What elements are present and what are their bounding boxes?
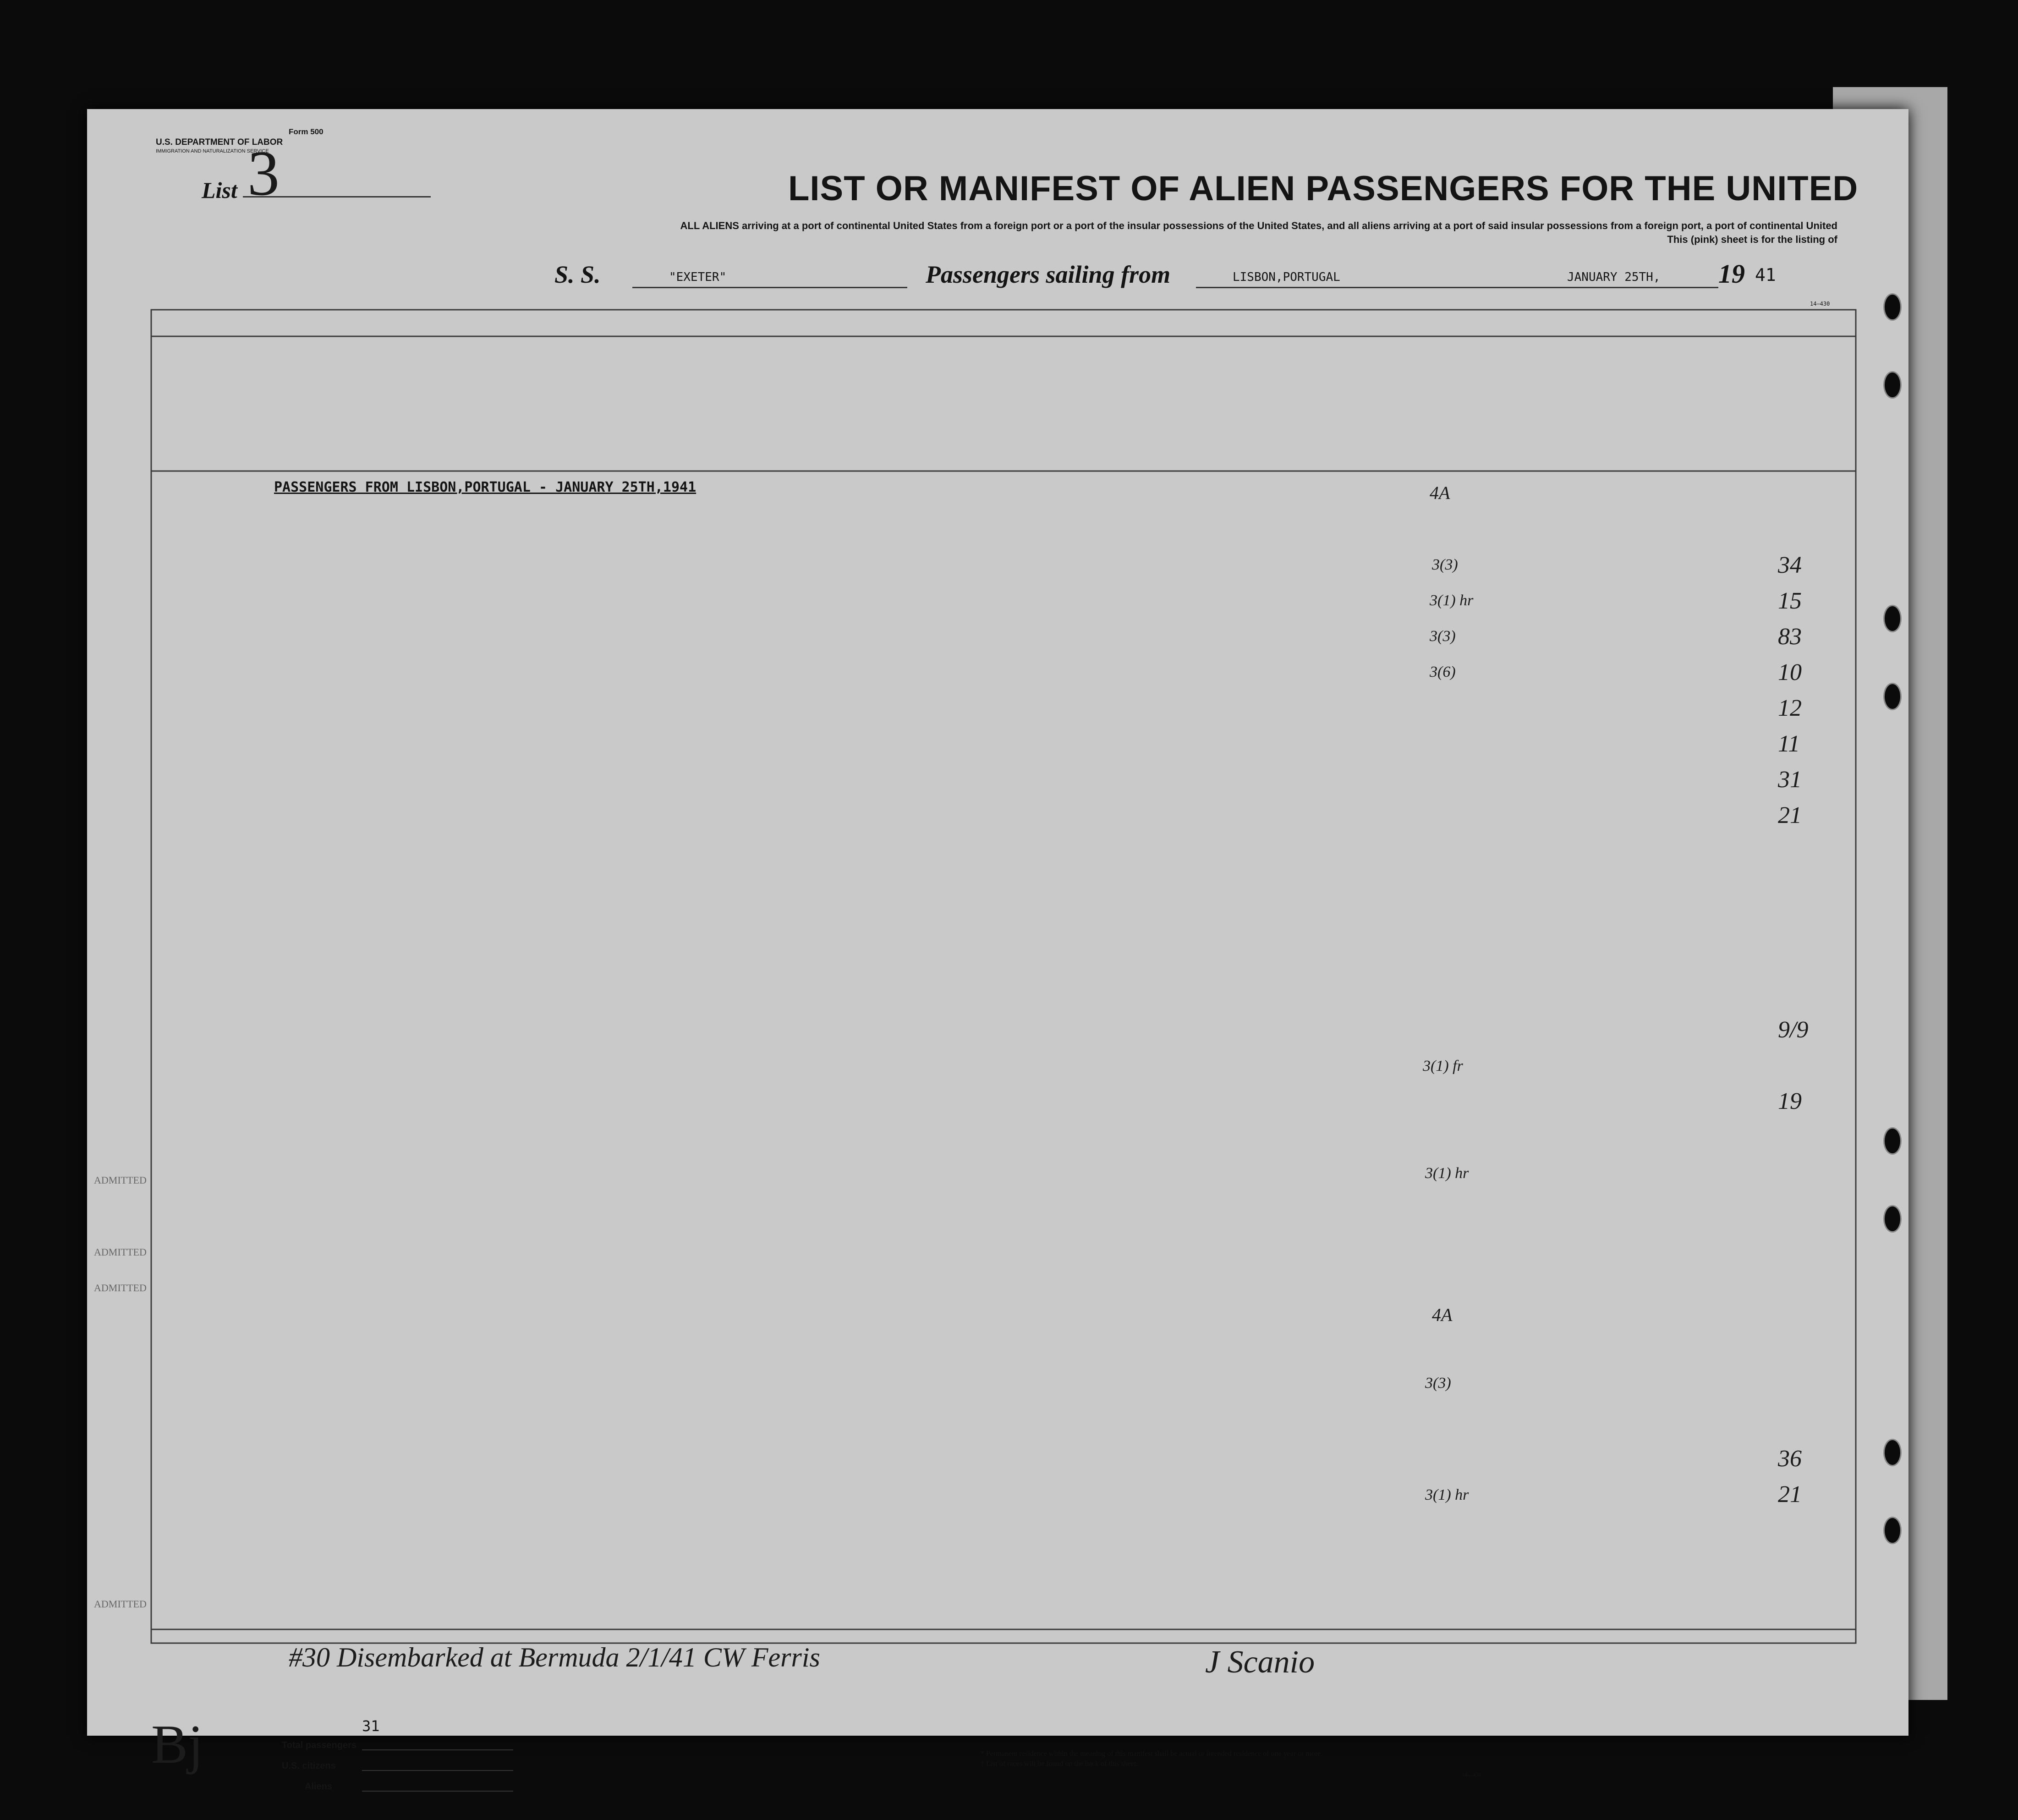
ss-label: S. S. <box>554 261 601 288</box>
list-number-handwritten: 3 <box>247 138 280 209</box>
sailing-label: Passengers sailing from <box>926 261 1171 288</box>
binder-hole <box>1883 1127 1902 1155</box>
subtitle-line-1: ALL ALIENS arriving at a port of continental United States from a foreign port or a port of the insular possessions of the United States, and all aliens arriving at a port of said insular possessions from a foreign port, a port of continental United <box>680 220 1837 231</box>
visa-annotation: 3(1) fr <box>1423 1058 1463 1074</box>
binder-hole <box>1883 1439 1902 1466</box>
aliens-line <box>362 1791 513 1792</box>
residence-annotation: 15 <box>1778 588 1802 614</box>
binder-hole <box>1883 371 1902 399</box>
bottom-handwritten-note: #30 Disembarked at Bermuda 2/1/41 CW Ferris <box>289 1642 820 1672</box>
residence-annotation: 34 <box>1778 552 1802 578</box>
visa-annotation: 3(1) hr <box>1425 1486 1469 1503</box>
admitted-stamp: ADMITTED <box>94 1174 147 1186</box>
total-line <box>362 1749 513 1750</box>
form-code-top: 14—430 <box>1810 301 1830 307</box>
binder-hole <box>1883 293 1902 321</box>
section-heading: PASSENGERS FROM LISBON,PORTUGAL - JANUARY 25TH,1941 <box>274 479 696 495</box>
visa-annotation: 3(3) <box>1430 628 1456 645</box>
manifest-sheet <box>87 109 1908 1792</box>
footnote-residence: * Permanent residence within the meaning of this manifest shall be actual or intended residence of one year or more. <box>981 1750 1323 1758</box>
residence-annotation: 19 <box>1778 1088 1802 1114</box>
citizens-line <box>362 1770 513 1771</box>
residence-annotation: 10 <box>1778 659 1802 685</box>
binder-hole <box>1883 683 1902 710</box>
binder-hole <box>1883 1205 1902 1233</box>
residence-annotation: 36 <box>1778 1446 1802 1472</box>
admitted-stamp: ADMITTED <box>94 1598 147 1610</box>
ship-name: "EXETER" <box>669 270 727 284</box>
form-number: Form 500 <box>289 127 324 136</box>
residence-annotation: 9/9 <box>1778 1017 1809 1043</box>
list-label: List <box>202 177 237 203</box>
sailing-date: JANUARY 25TH, <box>1567 270 1661 284</box>
admitted-stamp: ADMITTED <box>94 1246 147 1258</box>
residence-annotation: 83 <box>1778 624 1802 650</box>
department-label: U.S. DEPARTMENT OF LABOR <box>156 137 283 147</box>
footnote-races: † List of races will be found on the back of this sheet. <box>981 1760 1138 1768</box>
table-grid <box>87 109 1908 1736</box>
service-label: IMMIGRATION AND NATURALIZATION SERVICE <box>156 148 269 154</box>
residence-annotation: 21 <box>1778 802 1802 828</box>
visa-annotation: 3(6) <box>1430 663 1456 680</box>
us-citizens-label: U.S. citizens <box>282 1761 336 1771</box>
admitted-stamp: ADMITTED <box>94 1282 147 1294</box>
residence-annotation: 11 <box>1778 731 1800 757</box>
aliens-label: Aliens <box>305 1782 333 1792</box>
subtitle-line-2: This (pink) sheet is for the listing of <box>1667 234 1837 245</box>
visa-annotation: 4A <box>1430 482 1450 503</box>
binder-hole <box>1883 1517 1902 1544</box>
form-code-bottom: 14—430 <box>1462 1771 1481 1778</box>
residence-annotation: 31 <box>1778 767 1802 793</box>
total-passenger-count: 31 <box>362 1717 380 1735</box>
sailing-port: LISBON,PORTUGAL <box>1233 270 1340 284</box>
signature: J Scanio <box>1205 1645 1315 1680</box>
left-initials: Bj <box>151 1714 203 1775</box>
visa-annotation: 4A <box>1432 1305 1453 1325</box>
page-title: LIST OR MANIFEST OF ALIEN PASSENGERS FOR THE UNITED <box>788 169 1859 208</box>
visa-annotation: 3(3) <box>1425 1375 1451 1392</box>
binder-hole <box>1883 605 1902 632</box>
visa-annotation: 3(1) hr <box>1430 592 1474 609</box>
visa-annotation: 3(1) hr <box>1425 1165 1469 1182</box>
visa-annotation: 3(3) <box>1432 556 1458 573</box>
year-suffix: 41 <box>1755 265 1776 285</box>
residence-annotation: 21 <box>1778 1481 1802 1508</box>
year-prefix: 19 <box>1718 259 1745 289</box>
total-passengers-label: Total passengers <box>282 1740 357 1750</box>
residence-annotation: 12 <box>1778 695 1802 721</box>
